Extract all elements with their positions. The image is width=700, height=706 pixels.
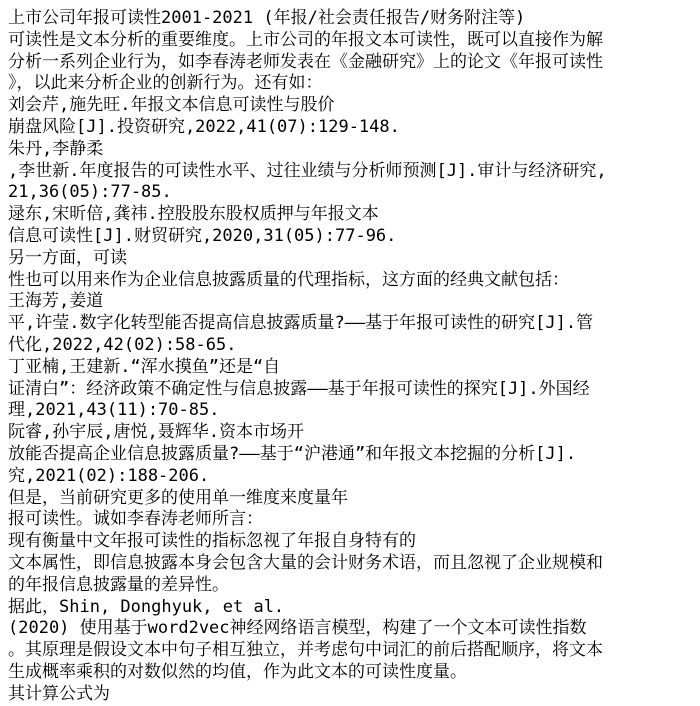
reference-line: 刘会芹,施先旺.年报文本信息可读性与股价 — [8, 95, 335, 116]
reference-line: 逯东,宋昕倍,龚祎.控股股东股权质押与年报文本 — [8, 204, 379, 225]
document-body — [8, 8, 700, 706]
reference-line: 阮睿,孙宇辰,唐悦,聂辉华.资本市场开 — [8, 422, 304, 443]
reference-line: 21,36(05):77-85. — [8, 182, 172, 203]
text-line: 》，以此来分析企业的创新行为。还有如： — [8, 73, 323, 94]
reference-line: 丁亚楠,王建新.“浑水摸鱼”还是“自 — [8, 356, 281, 377]
text-line: 文本属性，即信息披露本身会包含大量的会计财务术语，而且忽视了企业规模和 — [8, 552, 603, 573]
reference-line: ,李世新.年度报告的可读性水平、过往业绩与分析师预测[J].审计与经济研究, — [8, 160, 607, 181]
reference-line: 究,2021(02):188-206. — [8, 465, 210, 486]
reference-line: 朱丹,李静柔 — [8, 138, 104, 159]
reference-line: 代化,2022,42(02):58-65. — [8, 334, 237, 355]
text-line: 报可读性。诚如李春涛老师所言： — [8, 509, 263, 530]
text-line: 性也可以用来作为企业信息披露质量的代理指标，这方面的经典文献包括： — [8, 269, 569, 290]
text-line: 。其原理是假设文本中句子相互独立，并考虑句中词汇的前后搭配顺序，将文本 — [8, 640, 603, 661]
text-line: 另一方面，可读 — [8, 247, 127, 268]
reference-line: 信息可读性[J].财贸研究,2020,31(05):77-96. — [8, 225, 397, 246]
text-line: 但是，当前研究更多的使用单一维度来度量年 — [8, 487, 348, 508]
text-line: 据此，Shin, Donghyuk, et al. — [8, 596, 285, 617]
reference-line: 证清白”：经济政策不确定性与信息披露——基于年报可读性的探究[J].外国经 — [8, 378, 590, 399]
reference-line: 放能否提高企业信息披露质量?——基于“沪港通”和年报文本挖掘的分析[J]. — [8, 443, 577, 464]
reference-line: 理,2021,43(11):70-85. — [8, 400, 220, 421]
text-line: 现有衡量中文年报可读性的指标忽视了年报自身特有的 — [8, 531, 416, 552]
text-line: (2020) 使用基于word2vec神经网络语言模型，构建了一个文本可读性指数 — [8, 618, 587, 639]
text-line: 可读性是文本分析的重要维度。上市公司的年报文本可读性，既可以直接作为解 — [8, 29, 603, 50]
text-line: 分析一系列企业行为，如李春涛老师发表在《金融研究》上的论文《年报可读性 — [8, 51, 603, 72]
reference-line: 平,许莹.数字化转型能否提高信息披露质量?——基于年报可读性的研究[J].管 — [8, 313, 594, 334]
text-line: 的年报信息披露量的差异性。 — [8, 574, 229, 595]
document-title: 上市公司年报可读性2001-2021 (年报/社会责任报告/财务附注等) — [8, 8, 526, 28]
text-line: 其计算公式为 — [8, 683, 110, 704]
text-line: 生成概率乘积的对数似然的均值，作为此文本的可读性度量。 — [8, 661, 467, 682]
reference-line: 崩盘风险[J].投资研究,2022,41(07):129-148. — [8, 116, 400, 137]
reference-line: 王海芳,姜道 — [8, 291, 104, 312]
